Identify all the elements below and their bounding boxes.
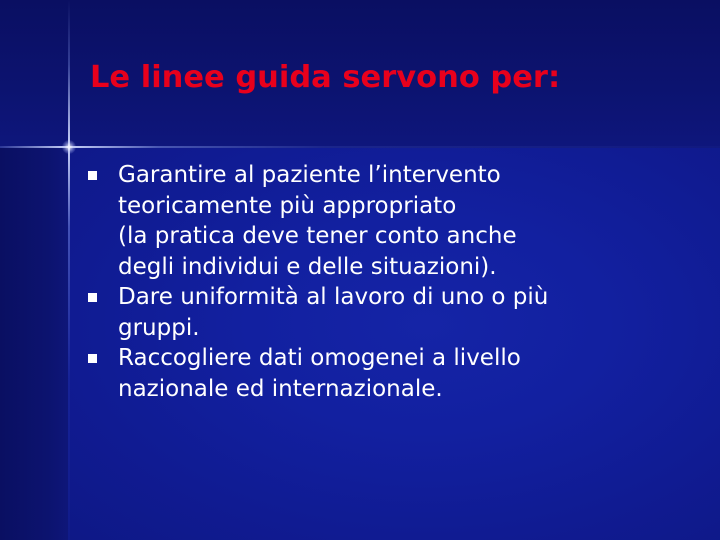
bullet-text-line: nazionale ed internazionale. [118,375,443,402]
bullet-text-line: teoricamente più appropriato [118,192,457,219]
background-left-band [0,148,68,540]
bullet-text-line: (la pratica deve tener conto anche [118,223,517,249]
slide-title: Le linee guida servono per: [90,60,561,95]
decorative-sparkle [62,140,76,154]
bullet-item [86,343,686,404]
bullet-text-line: gruppi. [118,314,200,341]
bullet-text-line: degli individui e delle situazioni). [118,253,497,280]
decorative-horizontal-line [0,146,720,148]
decorative-vertical-line [68,0,70,540]
square-bullet-icon [88,354,97,363]
square-bullet-icon [88,171,97,180]
bullet-list [86,160,686,404]
bullet-text-line: Garantire al paziente l’intervento [118,162,501,188]
bullet-item [86,282,686,343]
bullet-text-line: Raccogliere dati omogenei a livello [118,345,521,371]
square-bullet-icon [88,293,97,302]
bullet-item [86,160,686,282]
bullet-text-line: Dare uniformità al lavoro di uno o più [118,284,549,310]
